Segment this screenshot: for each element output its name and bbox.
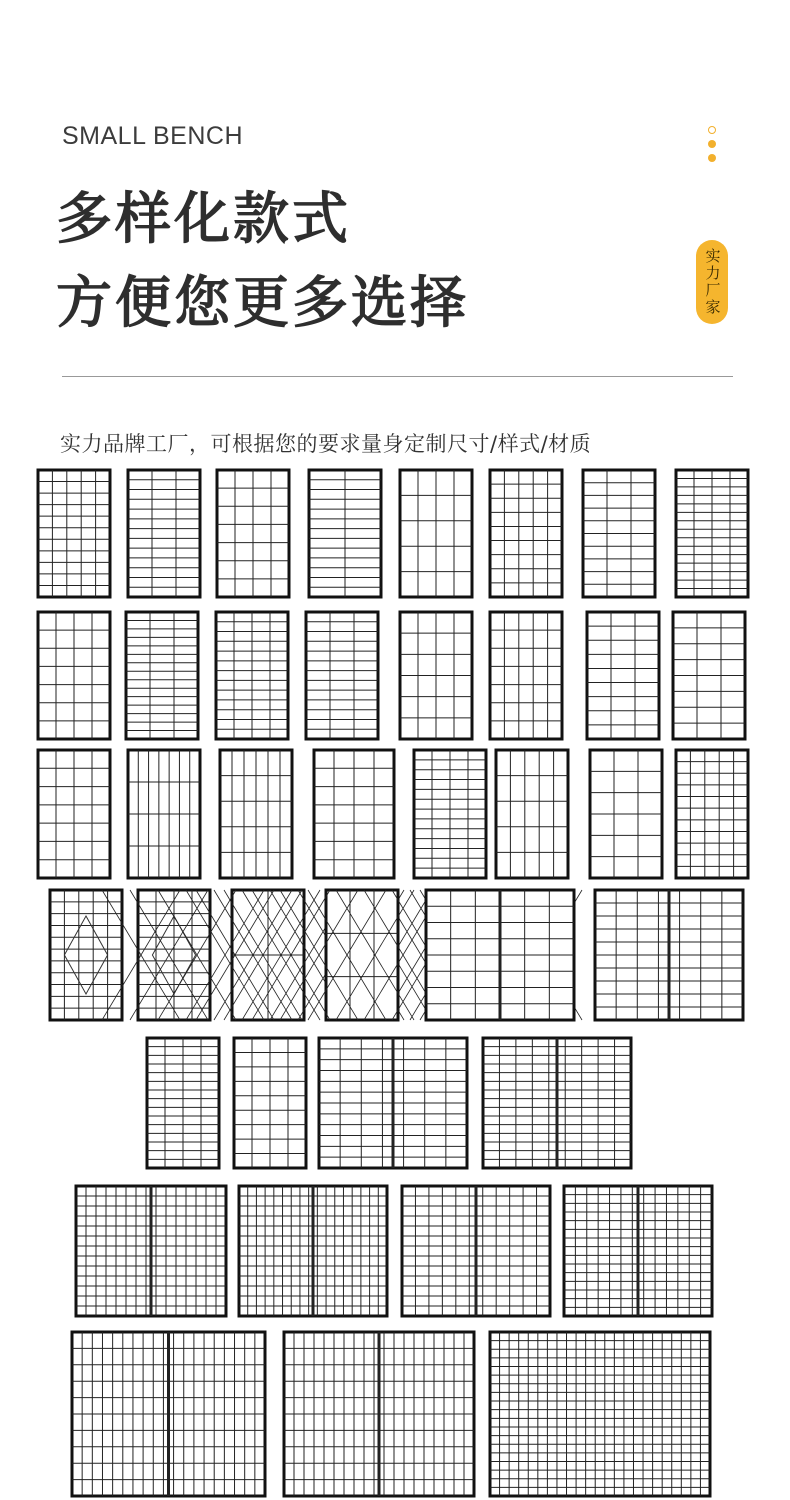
dot-icon [708,126,716,134]
screen-panel [676,470,748,597]
screen-panel [414,750,486,878]
screen-panel [490,1332,710,1496]
screen-panel [590,750,662,878]
screen-panel [126,612,198,739]
screen-panel [217,470,289,597]
screen-panel [76,1186,226,1316]
screen-panel [138,890,210,1020]
screen-panel [38,750,110,878]
screen-panel [673,612,745,739]
screen-panel [314,750,394,878]
screen-panel [128,470,200,597]
screen-panel [587,612,659,739]
screen-panel [400,612,472,739]
screen-panel [306,612,378,739]
screen-panel [483,1038,631,1168]
screen-panel [216,612,288,739]
screen-panel [496,750,568,878]
decorative-dots [706,126,718,168]
screen-panel [128,750,200,878]
screen-panel [676,750,748,878]
screen-panel [564,1186,712,1316]
screen-panel [400,470,472,597]
headline-line-1: 多样化款式 [56,187,351,252]
screen-panel [239,1186,387,1316]
screen-panel [38,612,110,739]
screen-panel [234,1038,306,1168]
eyebrow-text: SMALL BENCH [62,122,244,150]
factory-badge-label: 实力厂家 [703,248,722,316]
screen-panel [583,470,655,597]
dot-icon [708,154,716,162]
screen-panel [402,1186,550,1316]
screen-pattern-catalog [0,460,790,1500]
divider [62,376,733,377]
subtitle: 实力品牌工厂，可根据您的要求量身定制尺寸/样式/材质 [60,432,592,456]
screen-panel [220,750,292,878]
screen-panel [147,1038,219,1168]
dot-icon [708,140,716,148]
screen-panel [72,1332,265,1496]
screen-panel [38,470,110,597]
headline-line-2: 方便您更多选择 [56,271,469,336]
screen-panel [50,890,122,1020]
screen-panel [284,1332,474,1496]
screen-panel [426,890,574,1020]
factory-badge [696,240,728,324]
screen-panel [309,470,381,597]
screen-panel [490,470,562,597]
screen-panel [490,612,562,739]
screen-panel [319,1038,467,1168]
screen-panel [595,890,743,1020]
